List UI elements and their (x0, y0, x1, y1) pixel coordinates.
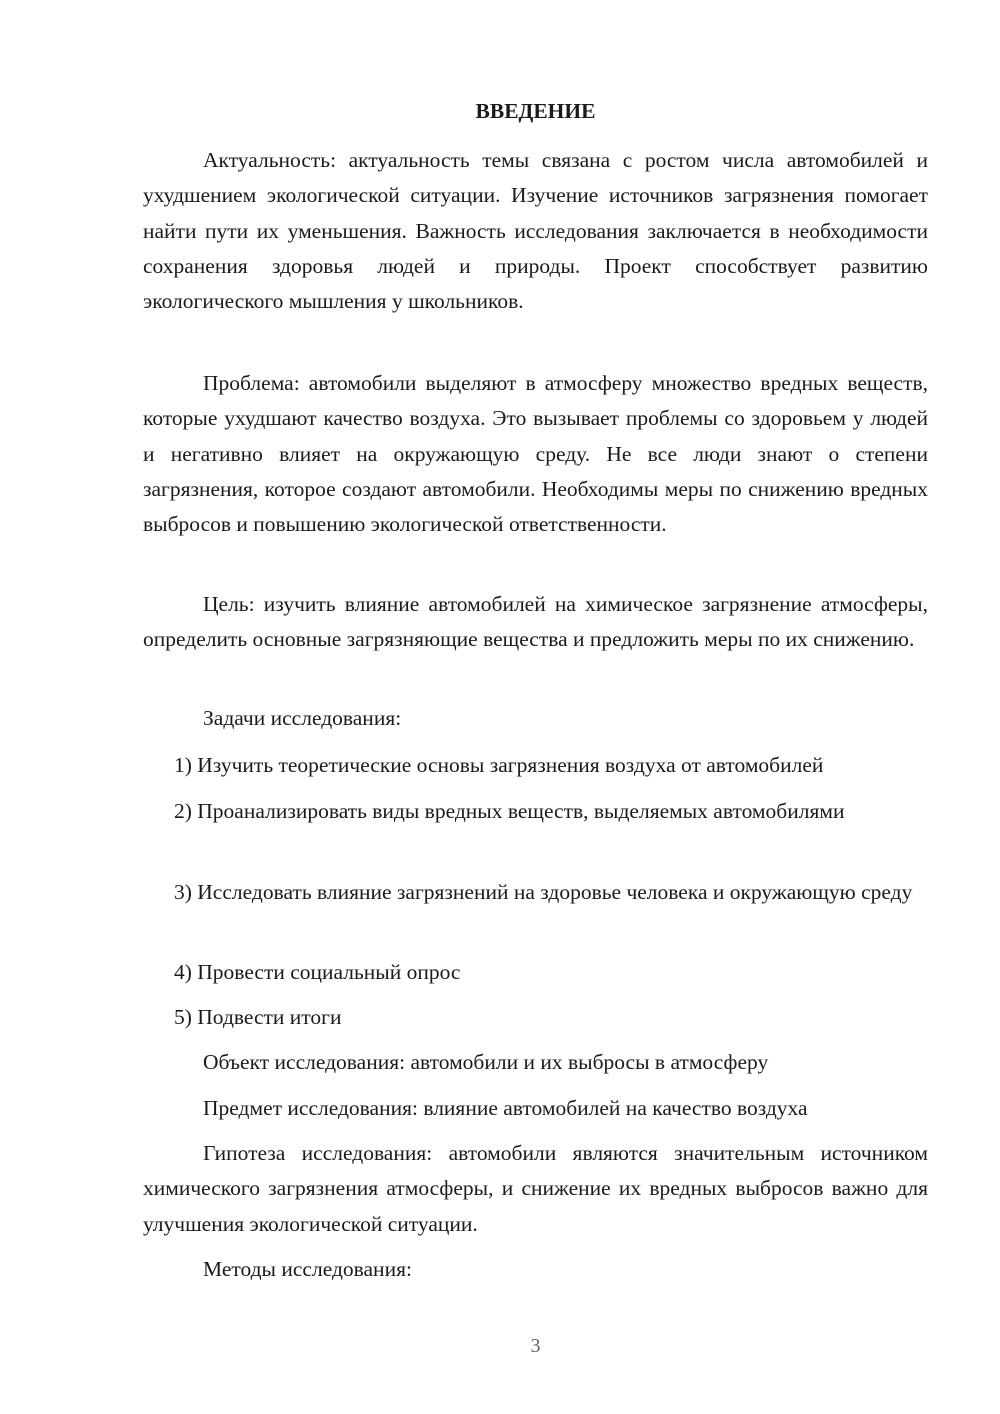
task-item-1: 1) Изучить теоретические основы загрязнения воздуха от автомобилей (174, 753, 824, 777)
paragraph-goal: Цель: изучить влияние автомобилей на химическое загрязнение атмосферы, определить основные загрязняющие вещества и предложить меры по их снижению. (143, 592, 928, 652)
paragraph-methods-heading: Методы исследования: (203, 1257, 412, 1281)
task-item-5: 5) Подвести итоги (174, 1005, 342, 1029)
task-item-2: 2) Проанализировать виды вредных веществ, выделяемых автомобилями (174, 799, 845, 823)
document-page (143, 0, 928, 1414)
paragraph-hypothesis: Гипотеза исследования: автомобили являются значительным источником химического загрязнения атмосферы, и снижение их вредных выбросов важно для улучшения экологической ситуации. (143, 1141, 928, 1236)
section-title: ВВЕДЕНИЕ (475, 99, 596, 123)
paragraph-subject: Предмет исследования: влияние автомобилей на качество воздуха (203, 1096, 808, 1120)
task-item-4: 4) Провести социальный опрос (174, 960, 461, 984)
paragraph-problem: Проблема: автомобили выделяют в атмосферу множество вредных веществ, которые ухудшают качество воздуха. Это вызывает проблемы со здоровьем у людей и негативно влияет на окружающую среду. Не все люди знают о степени загрязнения, которое создают автомобили. Необходимы меры по снижению вредных выбросов и повышению экологической ответственности. (143, 371, 928, 537)
page-number: 3 (530, 1335, 541, 1357)
paragraph-tasks-heading: Задачи исследования: (203, 706, 402, 730)
task-item-3: 3) Исследовать влияние загрязнений на здоровье человека и окружающую среду (174, 880, 913, 904)
paragraph-object: Объект исследования: автомобили и их выбросы в атмосферу (203, 1050, 769, 1074)
paragraph-relevance: Актуальность: актуальность темы связана с ростом числа автомобилей и ухудшением экологической ситуации. Изучение источников загрязнения помогает найти пути их уменьшения. Важность исследования заключается в необходимости сохранения здоровья людей и природы. Проект способствует развитию экологического мышления у школьников. (143, 148, 928, 314)
